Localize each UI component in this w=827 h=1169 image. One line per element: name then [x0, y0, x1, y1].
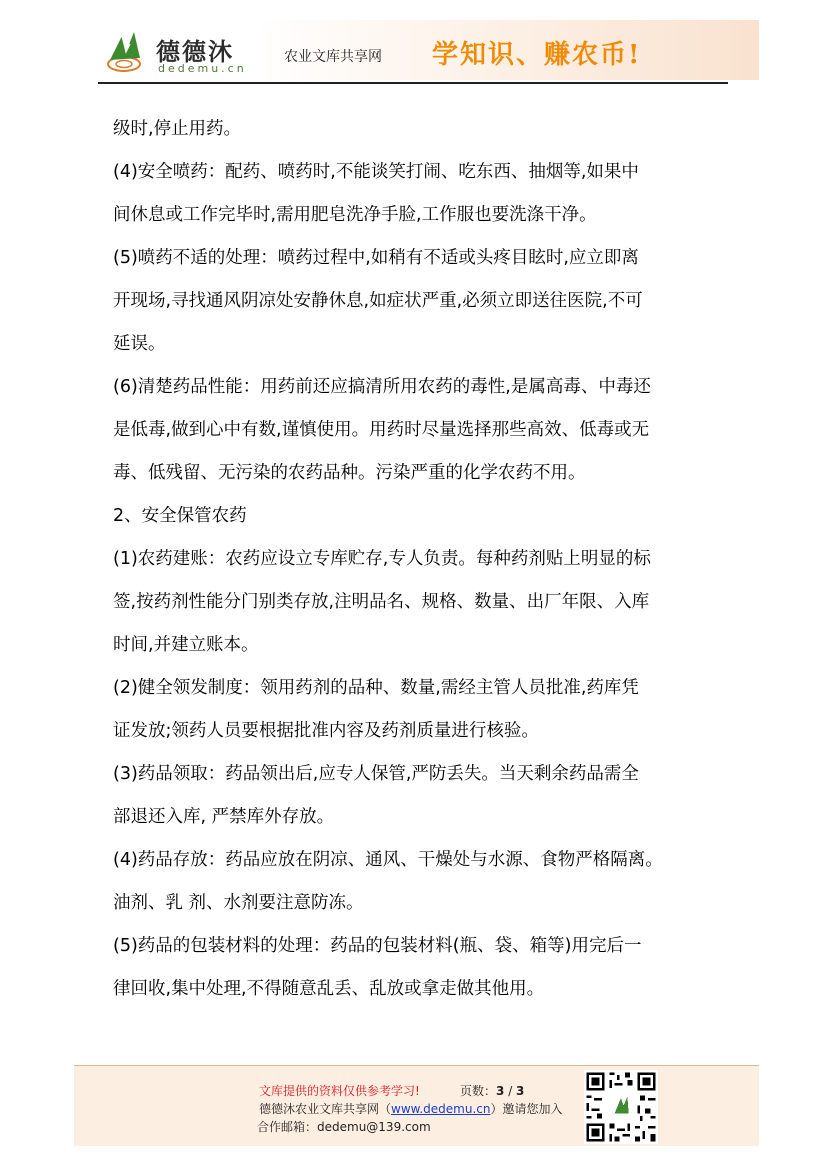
- invite-prefix: 德德沐农业文库共享网（: [259, 1102, 392, 1116]
- footer-email: 合作邮箱：dedemu@139.com: [257, 1120, 431, 1134]
- section-heading: 2、安全保管农药: [113, 506, 247, 526]
- paragraph-line: 证发放;领药人员要根据批准内容及药剂质量进行核验。: [113, 721, 539, 741]
- site-link[interactable]: www.dedemu.cn: [391, 1102, 491, 1116]
- page-current: 3: [496, 1084, 505, 1098]
- paragraph-line: (1)农药建账：农药应设立专库贮存,专人负责。每种药剂贴上明显的标: [113, 549, 651, 569]
- page-separator: /: [504, 1084, 517, 1098]
- paragraph-line: (6)清楚药品性能：用药前还应搞清所用农药的毒性,是属高毒、中毒还: [113, 377, 651, 397]
- qr-code-icon: [584, 1070, 658, 1144]
- paragraph-line: 律回收,集中处理,不得随意乱丢、乱放或拿走做其他用。: [113, 979, 545, 999]
- paragraph-line: (5)喷药不适的处理：喷药过程中,如稍有不适或头疼目眩时,应立即离: [113, 248, 639, 268]
- paragraph-line: (4)药品存放：药品应放在阴凉、通风、干燥处与水源、食物严格隔离。: [113, 850, 663, 870]
- paragraph-line: 签,按药剂性能分门别类存放,注明品名、规格、数量、出厂年限、入库: [113, 592, 650, 612]
- page-counter: [460, 1082, 524, 1099]
- paragraph-line: (2)健全领发制度：领用药剂的品种、数量,需经主管人员批准,药库凭: [113, 678, 639, 698]
- paragraph-line: (3)药品领取：药品领出后,应专人保管,严防丢失。当天剩余药品需全: [113, 764, 639, 784]
- paragraph-line: 级时,停止用药。: [113, 119, 242, 139]
- page-total: 3: [516, 1084, 525, 1098]
- paragraph-line: 延误。: [113, 334, 166, 354]
- paragraph-line: 开现场,寻找通风阴凉处安静休息,如症状严重,必须立即送往医院,不可: [113, 291, 643, 311]
- slogan: 学知识、赚农币!: [432, 40, 642, 70]
- header-divider: [98, 82, 728, 84]
- page-header: [98, 18, 759, 84]
- footer-notice: 文库提供的资料仅供参考学习!: [259, 1084, 420, 1098]
- paragraph-line: 毒、低残留、无污染的农药品种。污染严重的化学农药不用。: [113, 463, 586, 483]
- page-counter-label: 页数：: [460, 1084, 497, 1098]
- brand-url: dedemu.cn: [158, 62, 247, 75]
- footer-invite: [259, 1100, 563, 1117]
- site-name: 农业文库共享网: [284, 49, 382, 65]
- page-footer: [74, 1066, 759, 1146]
- paragraph-line: 间休息或工作完毕时,需用肥皂洗净手脸,工作服也要洗涤干净。: [113, 205, 597, 225]
- brand-name: 德德沐: [156, 37, 234, 66]
- paragraph-line: 时间,并建立账本。: [113, 635, 259, 655]
- paragraph-line: 部退还入库, 严禁库外存放。: [113, 807, 335, 827]
- paragraph-line: (5)药品的包装材料的处理：药品的包装材料(瓶、袋、箱等)用完后一: [113, 936, 642, 956]
- invite-suffix: ）邀请您加入: [490, 1102, 563, 1116]
- paragraph-line: 是低毒,做到心中有数,谨慎使用。用药时尽量选择那些高效、低毒或无: [113, 420, 650, 440]
- paragraph-line: (4)安全喷药：配药、喷药时,不能谈笑打闹、吃东西、抽烟等,如果中: [113, 162, 639, 182]
- paragraph-line: 油剂、乳 剂、水剂要注意防冻。: [113, 893, 364, 913]
- dedemu-logo-icon: [104, 30, 152, 74]
